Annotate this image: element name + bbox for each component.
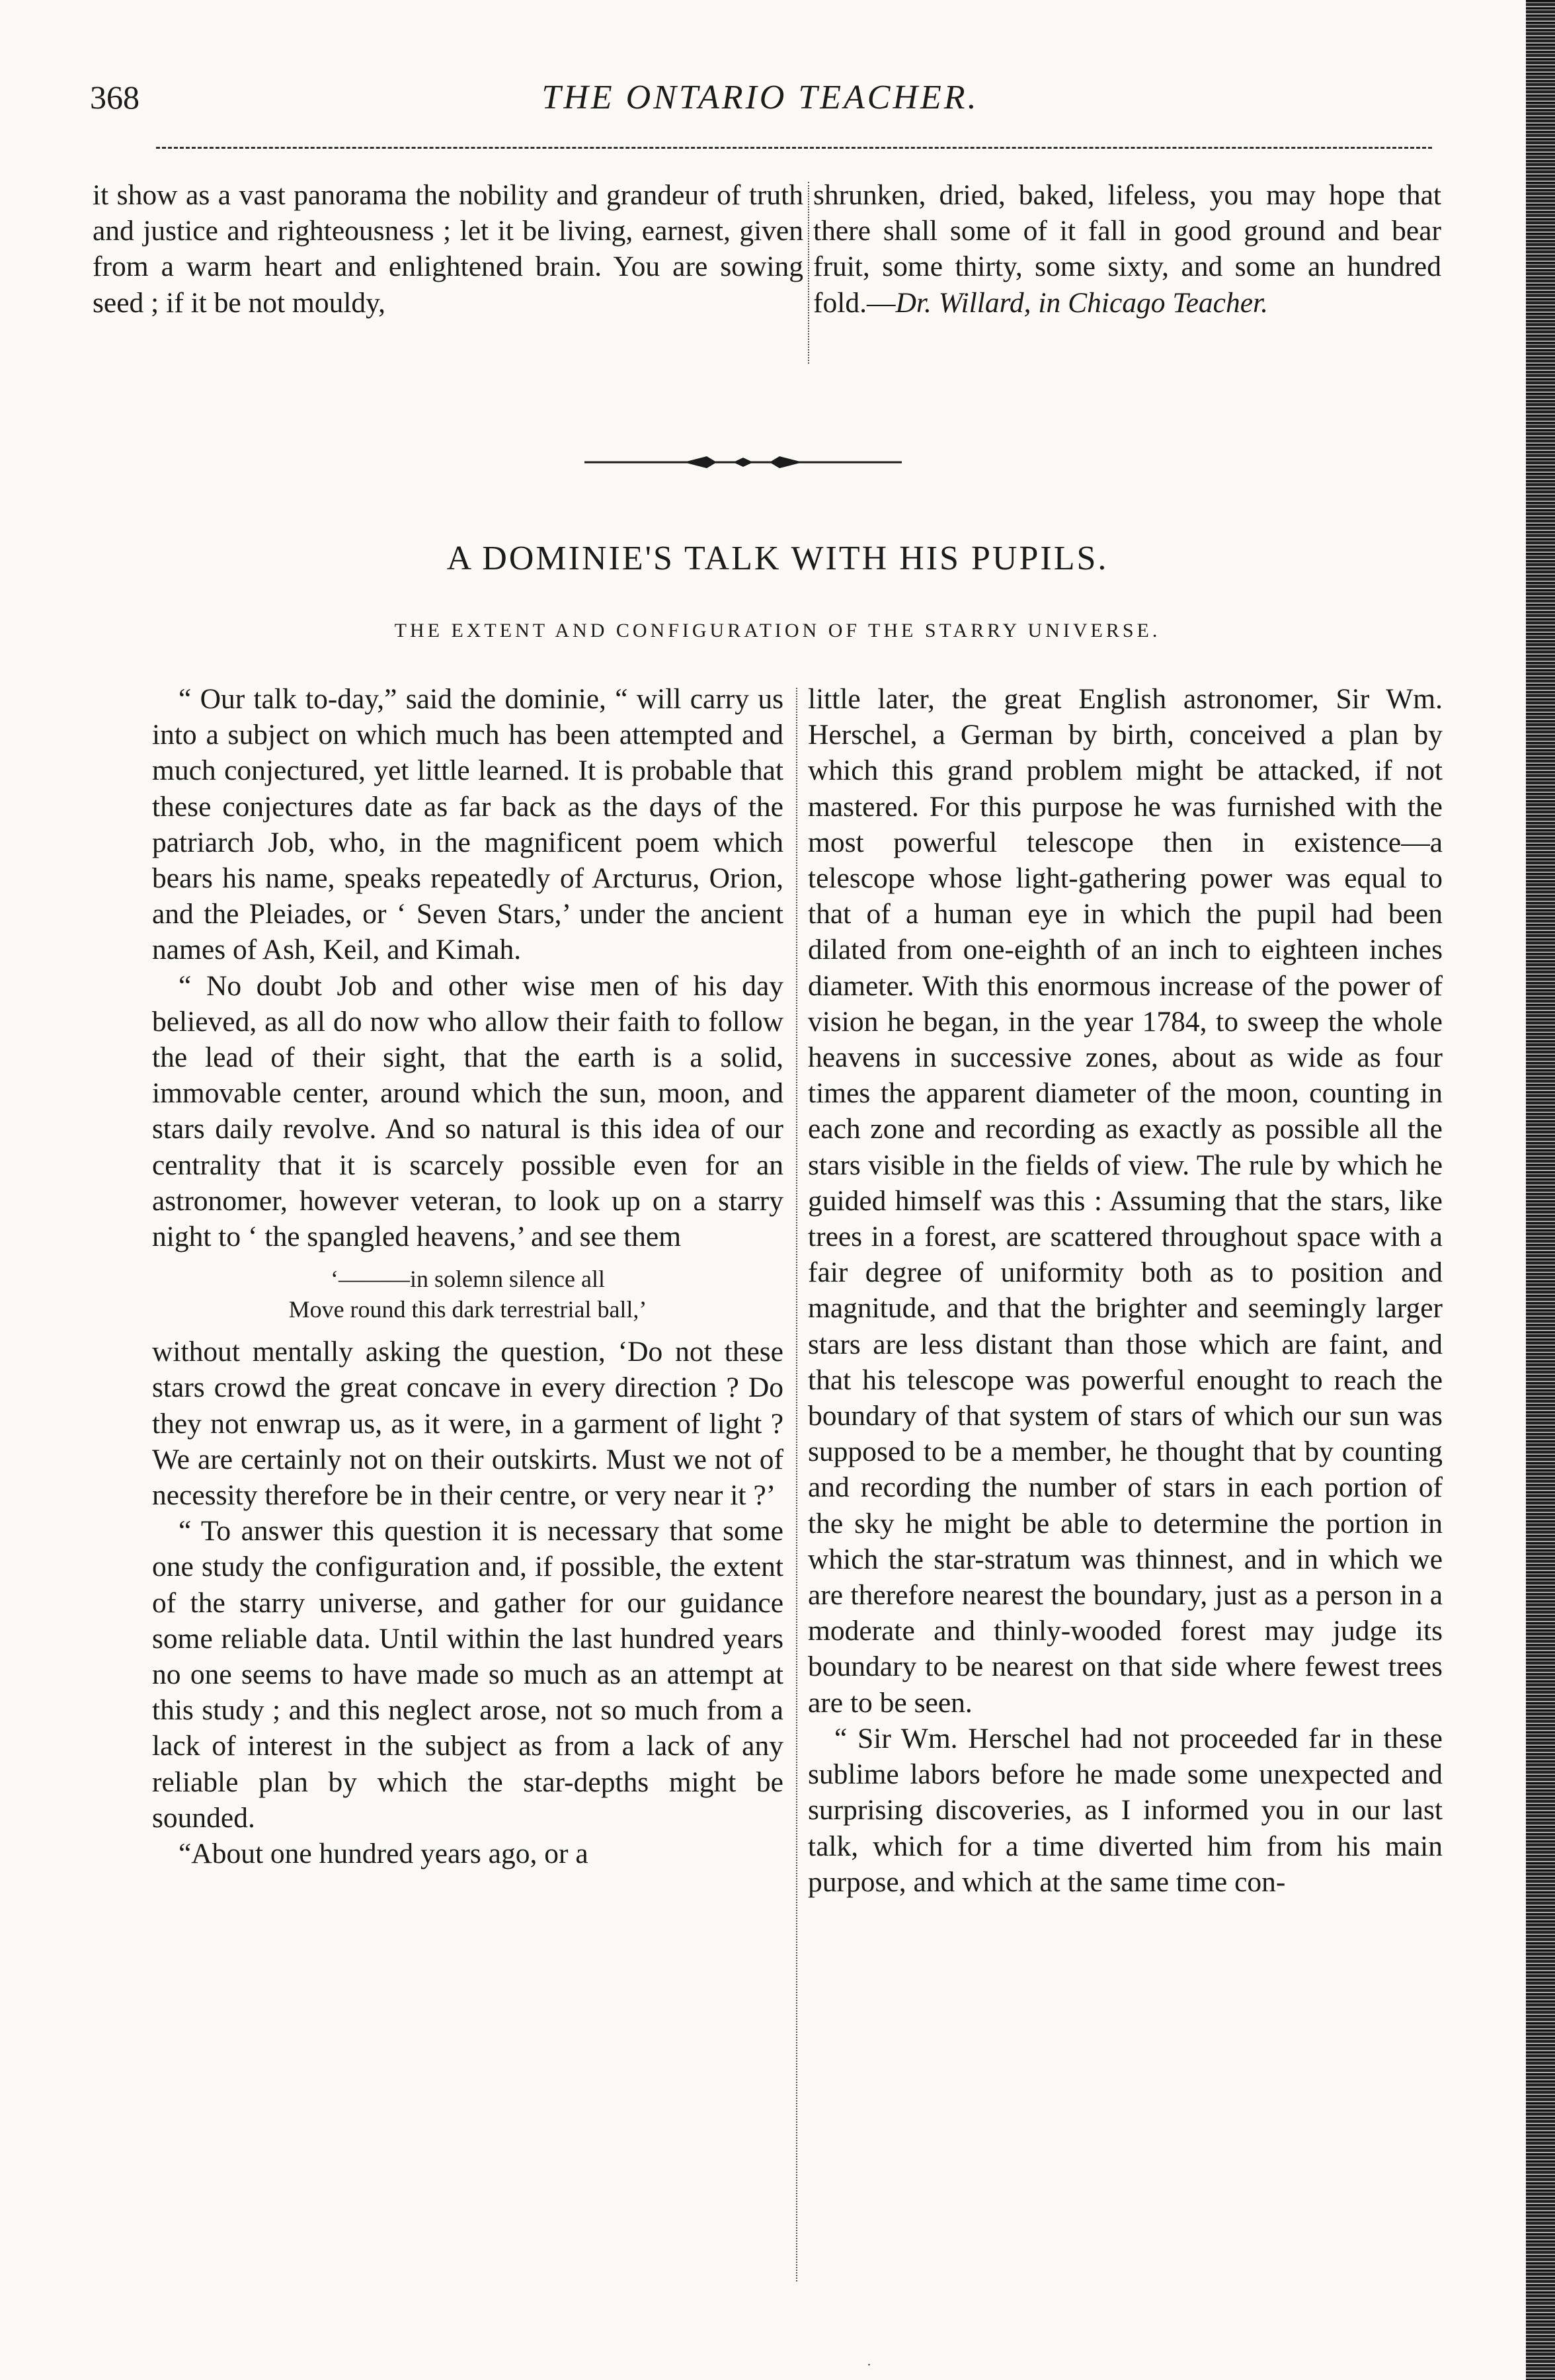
attribution: Dr. Willard, in Chicago Teacher. [895, 286, 1268, 319]
paragraph: “ No doubt Job and other wise men of his day believed, as all do now who allow their faith to follow the lead of their sight, that the earth is a solid, immovable center, around which the sun, moon, and stars daily revolve. And so natural is this idea of our centrality that it is scarcely possible even for an astronomer, however veteran, to look up on a starry night to ‘ the spangled heavens,’ and see them [152, 969, 783, 1253]
quoted-verse [152, 1264, 783, 1325]
paragraph: little later, the great English astronomer, Sir Wm. Herschel, a German by birth, conceived a plan by which this grand problem might be attacked, if not mastered. For this purpose he was furnished with the most powerful telescope then in existence—a telescope whose light-gathering power was equal to that of a human eye in which the pupil had been dilated from one-eighth of an inch to eighteen inches diameter. With this enormous increase of the power of vision he began, in the year 1784, to sweep the whole heavens in successive zones, about as wide as four times the apparent diameter of the moon, counting in each zone and recording as exactly as possible all the stars visible in the fields of view. The rule by which he guided himself was this : Assuming that the stars, like trees in a forest, are scattered throughout space with a fair degree of uniformity both as to position and magnitude, and that the brighter and seemingly larger stars are less distant than those which are faint, and that his telescope was powerful enought to reach the boundary of that system of stars of which our sun was supposed to be a member, he thought that by counting and recording the number of stars in each portion of the sky he might be able to determine the portion in which the star-stratum was thinnest, and in which we are therefore nearest the boundary, just as a person in a moderate and thinly-wooded forest may judge its boundary to be nearest on that side where fewest trees are to be seen. [808, 683, 1443, 1719]
header-rule [156, 147, 1432, 149]
section-ornament [584, 452, 902, 472]
paragraph: “ To answer this question it is necessary that some one study the configuration and, if possible, the extent of the starry universe, and gather for our guidance some reliable data. Until within the last hundred years no one seems to have made so much as an attempt at this study ; and this neglect arose, not so much from a lack of interest in the subject as from a lack of any reliable plan by which the star-depths might be sounded. [152, 1515, 783, 1834]
paragraph: “ Sir Wm. Herschel had not proceeded far in these sublime labors before he made some unexpected and surprising discoveries, as I informed you in our last talk, which for a time diverted him from his main purpose, and which at the same time con- [808, 1722, 1443, 1898]
continued-right-text: shrunken, dried, baked, lifeless, you may hope that there shall some of it fall in good ground and bear fruit, some thirty, some sixty, and some an hundred fold.— [813, 179, 1441, 319]
continued-paragraph-right [813, 177, 1441, 321]
stray-ink-mark: . [867, 2354, 871, 2369]
paragraph: “ Our talk to-day,” said the dominie, “ will carry us into a subject on which much has been attempted and much conjectured, yet little learned. It is probable that these conjectures date as far back as the days of the patriarch Job, who, in the magnificent poem which bears his name, speaks repeatedly of Arcturus, Orion, and the Pleiades, or ‘ Seven Stars,’ under the ancient names of Ash, Keil, and Kimah. [152, 683, 783, 966]
journal-title: THE ONTARIO TEACHER. [541, 79, 979, 116]
paragraph: “About one hundred years ago, or a [179, 1838, 588, 1870]
article-column-right [808, 681, 1443, 1900]
article-title: A DOMINIE'S TALK WITH HIS PUPILS. [446, 540, 1109, 577]
verse-line: ‘———in solemn silence all [331, 1266, 605, 1293]
continued-text-left [93, 177, 803, 321]
continued-text-right [813, 177, 1441, 321]
continued-paragraph-left: it show as a vast panorama the nobility and grandeur of truth and justice and righteousness ; let it be living, earnest, given from a warm heart and enlightened brain. You are sowing seed ; if it be not mouldy, [93, 179, 803, 319]
verse-line: Move round this dark terrestrial ball,’ [288, 1296, 647, 1323]
running-header [90, 78, 1431, 138]
page-number: 368 [90, 79, 140, 116]
paragraph: without mentally asking the question, ‘Do not these stars crowd the great concave in every direction ? Do they not enwrap us, as it were, in a garment of light ? We are certainly not on their outskirts. Must we not of necessity therefore be in their centre, or very near it ?’ [152, 1336, 783, 1512]
article-subtitle: THE EXTENT AND CONFIGURATION OF THE STARRY UNIVERSE. [394, 620, 1161, 641]
article-column-left [152, 681, 783, 1871]
column-divider [796, 688, 797, 2281]
scan-edge-strip [1526, 0, 1555, 2380]
column-divider-top [808, 182, 809, 364]
